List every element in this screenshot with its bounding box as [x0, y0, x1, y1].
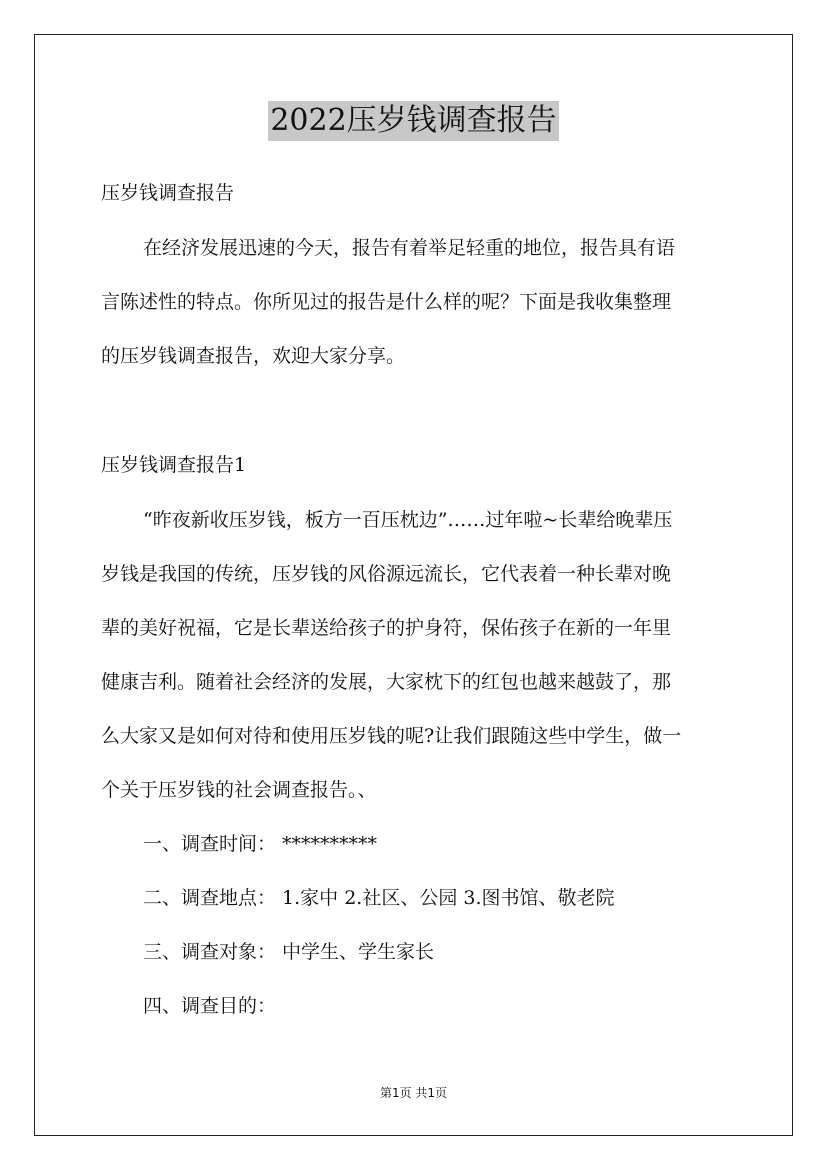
section-heading: 压岁钱调查报告: [101, 182, 235, 204]
document-title: 2022压岁钱调查报告: [268, 101, 558, 141]
page-footer: 第1页 共1页: [379, 1086, 448, 1100]
paragraph-line: 么大家又是如何对待和使用压岁钱的呢?让我们跟随这些中学生，做一: [101, 725, 682, 747]
paragraph-line: “昨夜新收压岁钱，板方一百压枕边”……过年啦~长辈给晚辈压: [143, 509, 673, 531]
list-item: 二、调查地点： 1.家中 2.社区、公园 3.图书馆、敬老院: [143, 887, 615, 909]
paragraph-line: 在经济发展迅速的今天，报告有着举足轻重的地位，报告具有语: [143, 237, 676, 259]
list-item: 一、调查时间： **********: [143, 833, 378, 855]
paragraph-line: 岁钱是我国的传统，压岁钱的风俗源远流长，它代表着一种长辈对晚: [101, 563, 672, 585]
paragraph-line: 个关于压岁钱的社会调查报告。、: [101, 779, 377, 801]
list-item: 三、调查对象： 中学生、学生家长: [143, 941, 435, 963]
title-wrap: [0, 101, 827, 141]
paragraph-line: 健康吉利。随着社会经济的发展，大家枕下的红包也越来越鼓了，那: [101, 671, 672, 693]
paragraph-line: 的压岁钱调查报告，欢迎大家分享。: [101, 345, 406, 367]
section-heading: 压岁钱调查报告1: [101, 454, 247, 476]
paragraph-line: 辈的美好祝福，它是长辈送给孩子的护身符，保佑孩子在新的一年里: [101, 617, 672, 639]
paragraph-line: 言陈述性的特点。你所见过的报告是什么样的呢？下面是我收集整理: [101, 291, 672, 313]
list-item: 四、调查目的：: [143, 995, 277, 1017]
